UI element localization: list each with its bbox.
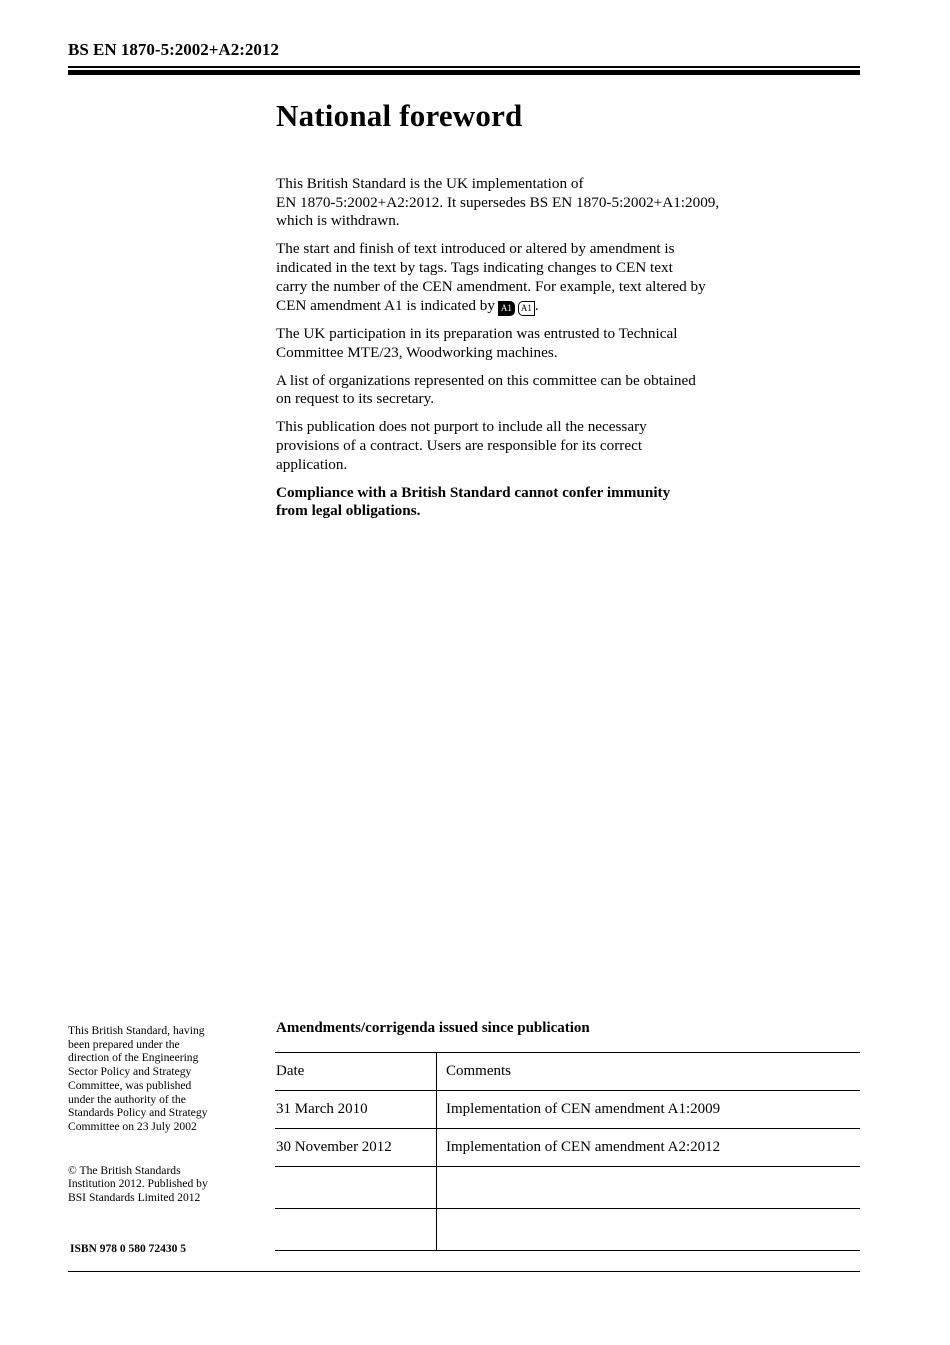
table-row-empty [275, 1167, 860, 1209]
paragraph-implementation [276, 175, 836, 231]
cell-date: 30 November 2012 [275, 1129, 437, 1167]
footer-rule [68, 1271, 860, 1272]
amendments-table [275, 1052, 860, 1251]
page-title: National foreword [276, 98, 523, 133]
text-line: EN 1870-5:2002+A2:2012. It supersedes BS EN 1870-5:2002+A1:2009, [276, 193, 720, 211]
text-line: from legal obligations. [276, 502, 421, 520]
text-line: © The British Standards [68, 1163, 181, 1177]
header-rule-thin [68, 66, 860, 68]
text-line: The UK participation in its preparation was entrusted to Technical [276, 324, 678, 342]
text-line: under the authority of the [68, 1092, 186, 1106]
isbn: ISBN 978 0 580 72430 5 [70, 1243, 186, 1255]
table-row-empty [275, 1209, 860, 1251]
cell-comment: Implementation of CEN amendment A1:2009 [437, 1091, 861, 1129]
text-line: provisions of a contract. Users are responsible for its correct [276, 436, 643, 454]
cell-date [275, 1167, 437, 1209]
cell-date [275, 1209, 437, 1251]
cell-comment [437, 1209, 861, 1251]
text-line: The start and finish of text introduced or altered by amendment is [276, 240, 675, 258]
amendment-end-tag-icon: A1 [518, 301, 535, 316]
paragraph-organizations [276, 372, 836, 409]
period: . [534, 296, 539, 314]
text-line [276, 297, 836, 316]
cell-comment [437, 1167, 861, 1209]
paragraph-tags [276, 240, 836, 315]
document-id: BS EN 1870-5:2002+A2:2012 [68, 40, 279, 59]
text-line: Institution 2012. Published by [68, 1177, 208, 1191]
foreword-body [276, 175, 836, 530]
text-line: indicated in the text by tags. Tags indicating changes to CEN text [276, 259, 673, 277]
text-line: on request to its secretary. [276, 390, 435, 408]
text-segment: CEN amendment A1 is indicated by [276, 296, 495, 314]
text-line: application. [276, 455, 348, 473]
paragraph-contract [276, 418, 836, 474]
header-comments: Comments [437, 1053, 861, 1091]
text-line: This British Standard is the UK implementation of [276, 175, 584, 192]
text-line: A list of organizations represented on this committee can be obtained [276, 371, 696, 389]
copyright-note [68, 1164, 263, 1205]
text-line: carry the number of the CEN amendment. For example, text altered by [276, 277, 706, 295]
text-line: Sector Policy and Strategy [68, 1065, 192, 1079]
cell-comment: Implementation of CEN amendment A2:2012 [437, 1129, 861, 1167]
cell-date: 31 March 2010 [275, 1091, 437, 1129]
table-row [275, 1091, 860, 1129]
publication-note [68, 1024, 263, 1134]
text-line: which is withdrawn. [276, 212, 400, 230]
text-line: BSI Standards Limited 2012 [68, 1191, 201, 1205]
text-line: Standards Policy and Strategy [68, 1106, 208, 1120]
table-header-row [275, 1053, 860, 1091]
table-row [275, 1129, 860, 1167]
paragraph-committee [276, 325, 836, 362]
text-line: This publication does not purport to include all the necessary [276, 418, 647, 436]
amendment-start-tag-icon: A1 [498, 301, 515, 316]
header-rule-thick [68, 70, 860, 75]
sidebar-notes [68, 1024, 263, 1235]
amendments-title: Amendments/corrigenda issued since publication [276, 1020, 590, 1036]
text-line: This British Standard, having [68, 1024, 205, 1037]
text-line: Compliance with a British Standard cannot confer immunity [276, 483, 671, 501]
text-line: been prepared under the [68, 1037, 180, 1051]
header-date: Date [275, 1053, 437, 1091]
text-line: Committee on 23 July 2002 [68, 1119, 197, 1133]
text-line: direction of the Engineering [68, 1051, 199, 1065]
text-line: Committee, was published [68, 1078, 192, 1092]
paragraph-compliance [276, 484, 836, 521]
text-line: Committee MTE/23, Woodworking machines. [276, 343, 558, 361]
